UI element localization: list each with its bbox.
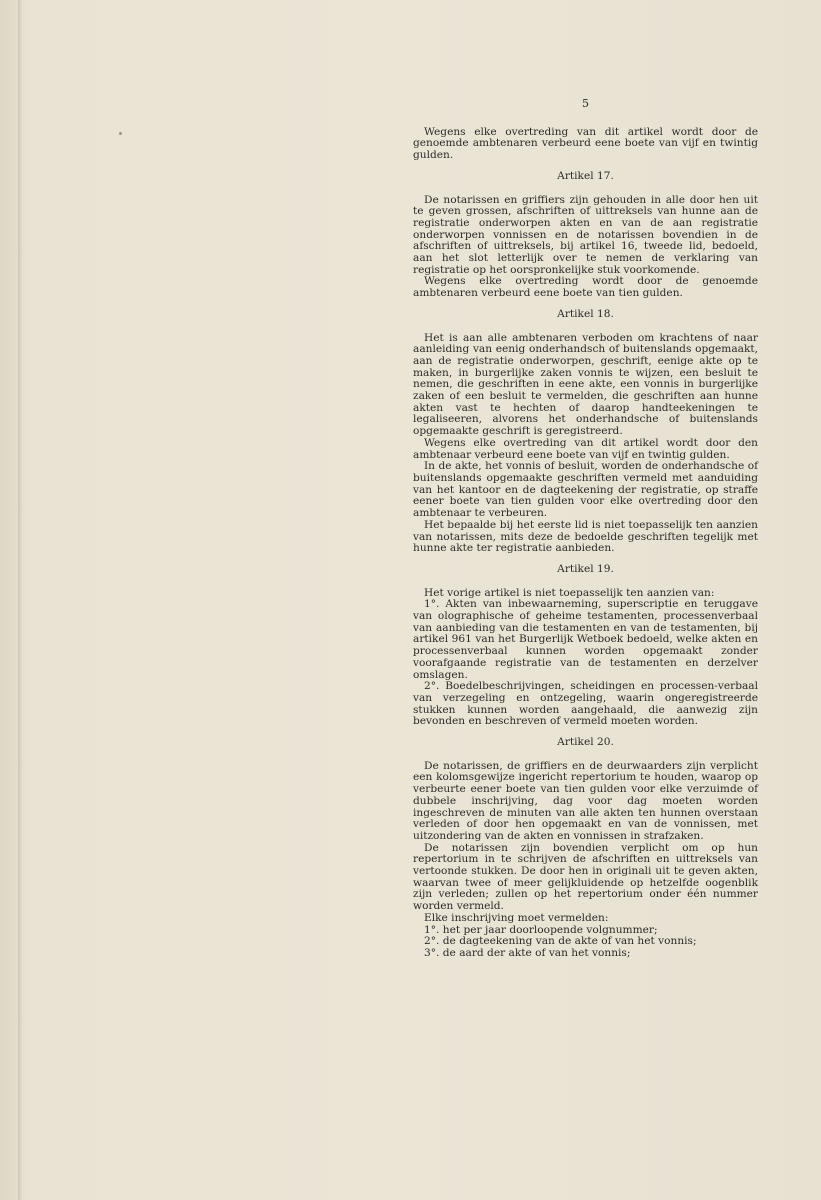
paragraph: Wegens elke overtreding wordt door de genoemde ambtenaren verbeurd eene boete van tien gulden. bbox=[413, 275, 758, 300]
paragraph: Het vorige artikel is niet toepasselijk ten aanzien van: bbox=[424, 586, 715, 599]
paragraph: 2°. Boedelbeschrijvingen, scheidingen en processen-verbaal van verzegeling en ontzegeling, waarin ongeregistreerde stukken kunnen worden aangehaald, die aanwezig zijn bevonden en beschreven of vermeld moeten worden. bbox=[413, 680, 758, 728]
paragraph: De notarissen en griffiers zijn gehouden in alle door hen uit te geven grossen, afschriften of uittreksels van hunne aan de registratie onderworpen akten en van de aan registratie onderworpen vonnissen en de notarissen bovendien in de afschriften of uittreksels, bij artikel 16, tweede lid, bedoeld, aan het slot letterlijk over te nemen de verklaring van registratie op het oorspronkelijke stuk voorkomende. bbox=[413, 193, 758, 276]
paragraph: De notarissen, de griffiers en de deurwaarders zijn verplicht een kolomsgewijze ingericht repertorium te houden, waarop op verbeurte eener boete van tien gulden voor elke verzuimde of dubbele inschrijving, dag voor dag moeten worden ingeschreven de minuten van alle akten ten hunnen overstaan verleden of door hen opgemaakt en van de vonnissen, met uitzondering van de akten en vonnissen in strafzaken. bbox=[413, 759, 758, 842]
document-body bbox=[413, 98, 758, 960]
article-heading: Artikel 17. bbox=[557, 169, 614, 182]
paragraph: 1°. Akten van inbewaarneming, superscriptie en teruggave van olographische of geheime testamenten, processenverbaal van aanbieding van die testamenten en van de testamenten, bij artikel 961 van het Burgerlijk Wetboek bedoeld, welke akten en processenverbaal kunnen worden opgemaakt zonder voorafgaande registratie van de testamenten en derzelver omslagen. bbox=[413, 598, 758, 681]
paragraph: 1°. het per jaar doorloopende volgnummer; bbox=[424, 923, 658, 936]
page-left-edge bbox=[18, 0, 22, 1200]
paragraph: In de akte, het vonnis of besluit, worden de onderhandsche of buitenslands opgemaakte geschriften vermeld met aanduiding van het kantoor en de dagteekening der registratie, op straffe eener boete van tien gulden voor elke overtreding door den ambtenaar te verbeuren. bbox=[413, 460, 758, 520]
paragraph: Het bepaalde bij het eerste lid is niet toepasselijk ten aanzien van notarissen, mits deze de bedoelde geschriften tegelijk met hunne akte ter registratie aanbieden. bbox=[413, 518, 758, 555]
text-blocks bbox=[413, 127, 758, 960]
article-heading: Artikel 20. bbox=[557, 736, 614, 749]
paragraph: 2°. de dagteekening van de akte of van het vonnis; bbox=[424, 935, 697, 948]
paragraph: Het is aan alle ambtenaren verboden om krachtens of naar aanleiding van eenig onderhandsch of buitenslands opgemaakt, aan de registratie onderworpen, geschrift, eenige akte op te maken, in burgerlijke zaken vonnis te wijzen, een besluit te nemen, die geschriften in eene akte, een vonnis in burgerlijke zaken of een besluit te vermelden, die geschriften aan hunne akten vast te hechten of daarop handteekeningen te legaliseeren, alvorens het onderhandsche of buitenslands opgemaakte geschrift is geregistreerd. bbox=[413, 331, 758, 438]
article-heading: Artikel 19. bbox=[557, 562, 614, 575]
paragraph: De notarissen zijn bovendien verplicht om op hun repertorium in te schrijven de afschriften en uittreksels van vertoonde stukken. De door hen in originali uit te geven akten, waarvan twee of meer gelijkluidende op hetzelfde oogenblik zijn verleden; zullen op het repertorium onder één nummer worden vermeld. bbox=[413, 841, 758, 913]
page-number: 5 bbox=[582, 97, 589, 110]
paper-speck bbox=[119, 132, 122, 135]
article-heading: Artikel 18. bbox=[557, 307, 614, 320]
paragraph: Elke inschrijving moet vermelden: bbox=[424, 911, 609, 924]
paragraph: 3°. de aard der akte of van het vonnis; bbox=[424, 947, 631, 959]
paragraph: Wegens elke overtreding van dit artikel wordt door den ambtenaar verbeurd eene boete van vijf en twintig gulden. bbox=[413, 436, 758, 461]
paragraph: Wegens elke overtreding van dit artikel wordt door de genoemde ambtenaren verbeurd eene boete van vijf en twintig gulden. bbox=[413, 125, 758, 162]
